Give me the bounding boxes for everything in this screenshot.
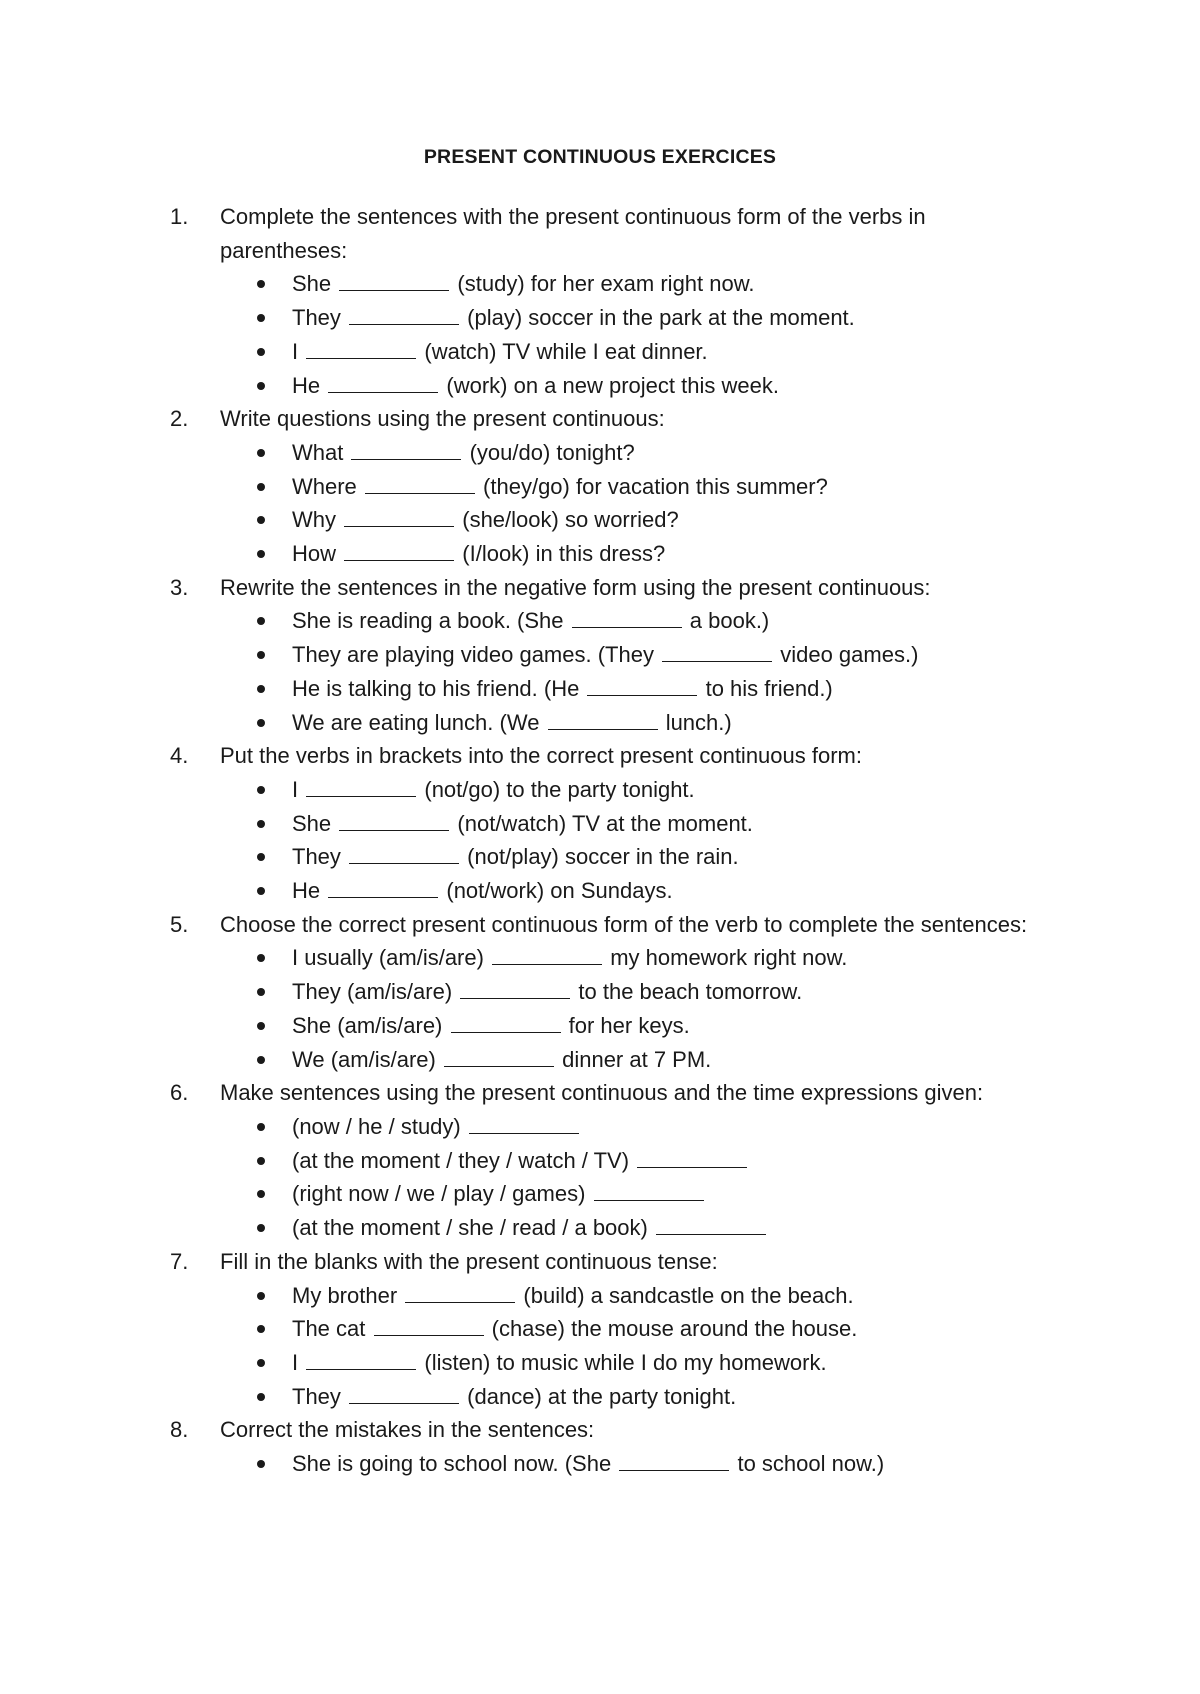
item-text-after: (I/look) in this dress? <box>462 541 666 567</box>
list-item <box>220 604 1030 638</box>
list-item <box>220 1211 1030 1245</box>
item-text-after: (play) soccer in the park at the moment. <box>467 305 855 331</box>
item-text-before: She <box>292 271 332 297</box>
list-item <box>220 706 1030 740</box>
exercise-number: 4. <box>170 743 189 769</box>
bullet-icon <box>257 550 265 558</box>
answer-blank[interactable] <box>306 1347 416 1370</box>
item-text-before: How <box>292 541 337 567</box>
answer-blank[interactable] <box>365 471 475 494</box>
bullet-icon <box>257 1123 265 1131</box>
bullet-icon <box>257 1359 265 1367</box>
item-text-before: I <box>292 776 299 802</box>
exercise-items <box>220 604 1030 739</box>
bullet-icon <box>257 1292 265 1300</box>
exercise-3 <box>170 571 1030 740</box>
item-text-after: video games.) <box>780 642 919 668</box>
exercise-items <box>220 267 1030 402</box>
answer-blank[interactable] <box>344 538 454 561</box>
item-text-before: I <box>292 1349 299 1375</box>
list-item <box>220 301 1030 335</box>
item-text-before: She <box>292 810 332 836</box>
answer-blank[interactable] <box>374 1313 484 1336</box>
bullet-icon <box>257 483 265 491</box>
answer-blank[interactable] <box>306 336 416 359</box>
item-text-after: (not/go) to the party tonight. <box>424 776 695 802</box>
list-item <box>220 941 1030 975</box>
answer-blank[interactable] <box>306 774 416 797</box>
item-text-before: Why <box>292 507 336 533</box>
exercise-instruction: Write questions using the present continuous: <box>220 406 665 432</box>
list-item <box>220 1144 1030 1178</box>
list-item <box>220 975 1030 1009</box>
item-text-before: She is reading a book. (She <box>292 608 564 634</box>
item-text-before: They <box>292 844 341 870</box>
answer-blank[interactable] <box>344 504 454 527</box>
exercise-8 <box>170 1413 1030 1480</box>
bullet-icon <box>257 1224 265 1232</box>
list-item <box>220 1380 1030 1414</box>
answer-blank[interactable] <box>349 1381 459 1404</box>
item-text-before: My brother <box>292 1282 398 1308</box>
exercise-instruction: Choose the correct present continuous form of the verb to complete the sentences: <box>220 911 1028 937</box>
list-item <box>220 1177 1030 1211</box>
answer-blank[interactable] <box>405 1280 515 1303</box>
item-text-before: (at the moment / she / read / a book) <box>292 1215 648 1241</box>
item-text-before: Where <box>292 473 357 499</box>
exercise-instruction: Complete the sentences with the present continuous form of the verbs in parentheses: <box>220 204 926 263</box>
bullet-icon <box>257 1056 265 1064</box>
bullet-icon <box>257 516 265 524</box>
item-text-before: (now / he / study) <box>292 1113 461 1139</box>
bullet-icon <box>257 1393 265 1401</box>
item-text-after: (not/play) soccer in the rain. <box>467 844 739 870</box>
list-item <box>220 1279 1030 1313</box>
list-item <box>220 1346 1030 1380</box>
item-text-before: He is talking to his friend. (He <box>292 675 580 701</box>
exercise-number: 2. <box>170 406 189 432</box>
answer-blank[interactable] <box>351 437 461 460</box>
item-text-before: I usually (am/is/are) <box>292 945 484 971</box>
exercise-5 <box>170 908 1030 1077</box>
exercise-number: 8. <box>170 1417 189 1443</box>
list-item <box>220 672 1030 706</box>
answer-blank[interactable] <box>349 302 459 325</box>
answer-blank[interactable] <box>469 1111 579 1134</box>
list-item <box>220 874 1030 908</box>
item-text-after: for her keys. <box>568 1012 690 1038</box>
item-text-after: (dance) at the party tonight. <box>467 1383 737 1409</box>
list-item <box>220 537 1030 571</box>
list-item <box>220 840 1030 874</box>
item-text-before: They are playing video games. (They <box>292 642 654 668</box>
list-item <box>220 335 1030 369</box>
exercise-items <box>220 436 1030 571</box>
list-item <box>220 1009 1030 1043</box>
list-item <box>220 638 1030 672</box>
item-text-before: They (am/is/are) <box>292 979 453 1005</box>
answer-blank[interactable] <box>637 1145 747 1168</box>
list-item <box>220 436 1030 470</box>
bullet-icon <box>257 314 265 322</box>
bullet-icon <box>257 280 265 288</box>
bullet-icon <box>257 954 265 962</box>
item-text-after: (you/do) tonight? <box>469 439 635 465</box>
item-text-before: I <box>292 338 299 364</box>
exercise-number: 7. <box>170 1248 189 1274</box>
item-text-after: (chase) the mouse around the house. <box>491 1316 858 1342</box>
exercise-items <box>220 941 1030 1076</box>
answer-blank[interactable] <box>339 268 449 291</box>
item-text-after: to his friend.) <box>705 675 833 701</box>
exercise-number: 1. <box>170 204 189 229</box>
exercise-items <box>220 773 1030 908</box>
exercise-instruction: Rewrite the sentences in the negative form using the present continuous: <box>220 574 931 600</box>
item-text-before: (at the moment / they / watch / TV) <box>292 1147 630 1173</box>
answer-blank[interactable] <box>492 942 602 965</box>
exercise-1 <box>170 200 1030 402</box>
page-title: PRESENT CONTINUOUS EXERCICES <box>423 146 777 168</box>
bullet-icon <box>257 1460 265 1468</box>
item-text-after: to school now.) <box>737 1451 885 1477</box>
exercise-4 <box>170 739 1030 908</box>
item-text-after: (she/look) so worried? <box>462 507 679 533</box>
exercise-instruction: Correct the mistakes in the sentences: <box>220 1417 595 1443</box>
list-item <box>220 267 1030 301</box>
item-text-before: She (am/is/are) <box>292 1012 443 1038</box>
answer-blank[interactable] <box>444 1044 554 1067</box>
exercise-items <box>220 1447 1030 1481</box>
exercise-6 <box>170 1076 1030 1245</box>
bullet-icon <box>257 853 265 861</box>
list-item <box>220 470 1030 504</box>
answer-blank[interactable] <box>572 605 682 628</box>
exercise-items <box>220 1110 1030 1245</box>
answer-blank[interactable] <box>328 370 438 393</box>
bullet-icon <box>257 1157 265 1165</box>
item-text-after: (build) a sandcastle on the beach. <box>523 1282 854 1308</box>
item-text-after: lunch.) <box>665 709 732 735</box>
item-text-after: my homework right now. <box>610 945 848 971</box>
item-text-after: (not/work) on Sundays. <box>446 878 673 904</box>
exercise-2 <box>170 402 1030 571</box>
item-text-after: dinner at 7 PM. <box>562 1046 712 1072</box>
bullet-icon <box>257 348 265 356</box>
list-item <box>220 503 1030 537</box>
answer-blank[interactable] <box>587 673 697 696</box>
bullet-icon <box>257 617 265 625</box>
bullet-icon <box>257 685 265 693</box>
answer-blank[interactable] <box>328 875 438 898</box>
item-text-before: They <box>292 305 341 331</box>
list-item <box>220 807 1030 841</box>
answer-blank[interactable] <box>339 808 449 831</box>
answer-blank[interactable] <box>656 1212 766 1235</box>
bullet-icon <box>257 988 265 996</box>
bullet-icon <box>257 719 265 727</box>
exercise-number: 6. <box>170 1080 189 1106</box>
exercise-instruction: Make sentences using the present continuous and the time expressions given: <box>220 1080 984 1106</box>
item-text-before: They <box>292 1383 341 1409</box>
exercise-number: 3. <box>170 574 189 600</box>
exercise-number: 5. <box>170 911 189 937</box>
answer-blank[interactable] <box>662 639 772 662</box>
item-text-after: (listen) to music while I do my homework. <box>424 1349 827 1375</box>
list-item <box>220 369 1030 403</box>
answer-blank[interactable] <box>460 976 570 999</box>
list-item <box>220 1447 1030 1481</box>
item-text-before: What <box>292 439 344 465</box>
list-item <box>220 1312 1030 1346</box>
answer-blank[interactable] <box>548 707 658 730</box>
item-text-before: He <box>292 878 321 904</box>
item-text-after: (not/watch) TV at the moment. <box>457 810 753 836</box>
exercise-7 <box>170 1245 1030 1414</box>
bullet-icon <box>257 449 265 457</box>
item-text-before: The cat <box>292 1316 366 1342</box>
bullet-icon <box>257 651 265 659</box>
list-item <box>220 1043 1030 1077</box>
answer-blank[interactable] <box>619 1448 729 1471</box>
item-text-before: She is going to school now. (She <box>292 1451 612 1477</box>
bullet-icon <box>257 1190 265 1198</box>
exercise-instruction: Put the verbs in brackets into the correct present continuous form: <box>220 743 862 769</box>
list-item <box>220 773 1030 807</box>
bullet-icon <box>257 1325 265 1333</box>
item-text-after: (study) for her exam right now. <box>457 271 755 297</box>
answer-blank[interactable] <box>451 1010 561 1033</box>
exercise-items <box>220 1279 1030 1414</box>
item-text-after: a book.) <box>689 608 770 634</box>
bullet-icon <box>257 887 265 895</box>
answer-blank[interactable] <box>349 841 459 864</box>
item-text-before: We (am/is/are) <box>292 1046 436 1072</box>
item-text-before: We are eating lunch. (We <box>292 709 540 735</box>
bullet-icon <box>257 786 265 794</box>
item-text-after: (work) on a new project this week. <box>446 372 779 398</box>
answer-blank[interactable] <box>594 1178 704 1201</box>
bullet-icon <box>257 1022 265 1030</box>
bullet-icon <box>257 382 265 390</box>
bullet-icon <box>257 820 265 828</box>
item-text-after: (watch) TV while I eat dinner. <box>424 338 708 364</box>
exercise-list <box>170 200 1030 1481</box>
item-text-before: He <box>292 372 321 398</box>
item-text-after: (they/go) for vacation this summer? <box>483 473 828 499</box>
list-item <box>220 1110 1030 1144</box>
item-text-before: (right now / we / play / games) <box>292 1181 586 1207</box>
exercise-instruction: Fill in the blanks with the present continuous tense: <box>220 1248 718 1274</box>
item-text-after: to the beach tomorrow. <box>578 979 803 1005</box>
